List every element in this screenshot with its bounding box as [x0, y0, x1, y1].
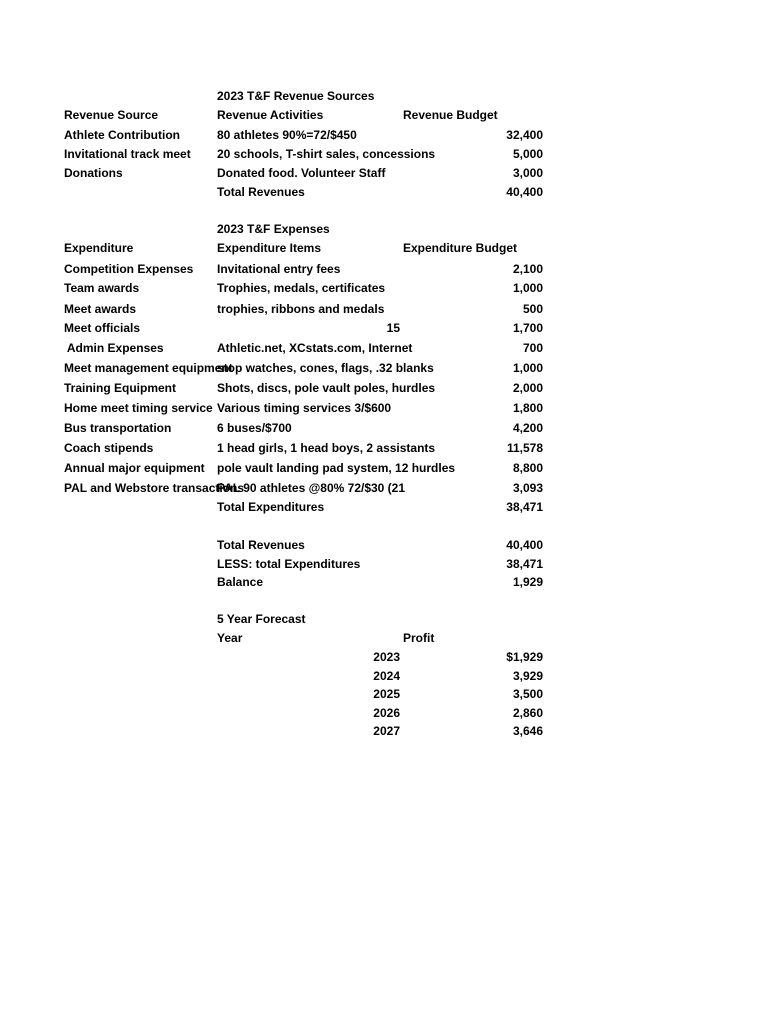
summary-label: Balance	[217, 575, 264, 589]
summary-value: 38,471	[506, 557, 543, 571]
revenue-source-cell: Athlete Contribution	[64, 128, 180, 142]
expense-item-cell: Competition Expenses	[64, 262, 194, 276]
revenue-total-value: 40,400	[506, 185, 543, 199]
forecast-title-row	[0, 610, 768, 629]
expense-item-cell: PAL and Webstore transactions	[64, 481, 245, 495]
expense-budget-cell: 500	[522, 302, 543, 316]
revenue-total-row	[0, 183, 768, 202]
expense-detail-cell: 1 head girls, 1 head boys, 2 assistants	[217, 441, 436, 455]
expense-qty-cell: 15	[386, 321, 400, 335]
revenue-budget-cell: 5,000	[512, 147, 543, 161]
expense-item-cell: Meet management equipment	[64, 361, 233, 375]
expense-budget-cell: 8,800	[512, 461, 543, 475]
expense-item-cell: Bus transportation	[64, 421, 172, 435]
revenue-title-row	[0, 87, 768, 106]
expense-detail-cell: Trophies, medals, certificates	[217, 281, 386, 295]
table-row	[0, 339, 768, 358]
table-row	[0, 439, 768, 458]
table-row	[0, 573, 768, 592]
forecast-header-row	[0, 629, 768, 648]
expense-budget-cell: 2,100	[512, 262, 543, 276]
forecast-year-cell: 2024	[373, 669, 400, 683]
expenses-total-label: Total Expenditures	[217, 500, 325, 514]
summary-label: Total Revenues	[217, 538, 305, 552]
forecast-profit-cell: $1,929	[506, 650, 543, 664]
expense-item-cell: Meet officials	[64, 321, 141, 335]
header-revenue-budget: Revenue Budget	[403, 108, 498, 122]
expense-budget-cell: 3,093	[512, 481, 543, 495]
forecast-title: 5 Year Forecast	[217, 612, 306, 626]
header-revenue-source: Revenue Source	[64, 108, 159, 122]
forecast-year-cell: 2027	[373, 724, 400, 738]
expenses-total-value: 38,471	[506, 500, 543, 514]
revenue-header-row	[0, 106, 768, 125]
expense-detail-cell: stop watches, cones, flags, .32 blanks	[217, 361, 434, 375]
revenue-activity-cell: 20 schools, T-shirt sales, concessions	[217, 147, 436, 161]
expense-detail-cell: pole vault landing pad system, 12 hurdles	[217, 461, 456, 475]
summary-value: 1,929	[512, 575, 543, 589]
forecast-year-header: Year	[217, 631, 243, 645]
table-row	[0, 145, 768, 164]
expense-budget-cell: 2,000	[512, 381, 543, 395]
table-row	[0, 359, 768, 378]
expense-item-cell: Coach stipends	[64, 441, 154, 455]
revenue-activity-cell: Donated food. Volunteer Staff	[217, 166, 386, 180]
forecast-profit-cell: 3,646	[512, 724, 543, 738]
revenue-budget-cell: 32,400	[506, 128, 543, 142]
forecast-year-cell: 2025	[373, 687, 400, 701]
expense-budget-cell: 1,800	[512, 401, 543, 415]
header-expenditure-items: Expenditure Items	[217, 241, 322, 255]
table-row	[0, 279, 768, 298]
expense-detail-cell: Shots, discs, pole vault poles, hurdles	[217, 381, 436, 395]
expense-item-cell: Team awards	[64, 281, 140, 295]
expense-item-cell: Home meet timing service	[64, 401, 213, 415]
forecast-profit-cell: 3,500	[512, 687, 543, 701]
table-row	[0, 164, 768, 183]
expenses-total-row	[0, 498, 768, 517]
table-row	[0, 704, 768, 723]
table-row	[0, 260, 768, 279]
expense-detail-cell: PAL 90 athletes @80% 72/$30 (21	[217, 481, 406, 495]
expense-budget-cell: 11,578	[506, 441, 543, 455]
expense-budget-cell: 1,000	[512, 361, 543, 375]
table-row	[0, 667, 768, 686]
expense-item-cell: Admin Expenses	[64, 341, 164, 355]
expense-item-cell: Annual major equipment	[64, 461, 205, 475]
expense-budget-cell: 1,700	[512, 321, 543, 335]
revenue-source-cell: Invitational track meet	[64, 147, 191, 161]
table-row	[0, 479, 768, 498]
revenue-budget-cell: 3,000	[512, 166, 543, 180]
expense-detail-cell: trophies, ribbons and medals	[217, 302, 385, 316]
table-row	[0, 379, 768, 398]
forecast-year-cell: 2026	[373, 706, 400, 720]
forecast-profit-cell: 2,860	[512, 706, 543, 720]
header-expenditure: Expenditure	[64, 241, 134, 255]
expense-budget-cell: 1,000	[512, 281, 543, 295]
table-row	[0, 459, 768, 478]
expense-detail-cell: Various timing services 3/$600	[217, 401, 392, 415]
expenses-title-row	[0, 220, 768, 239]
table-row	[0, 419, 768, 438]
forecast-profit-header: Profit	[403, 631, 435, 645]
table-row	[0, 722, 768, 741]
forecast-profit-cell: 3,929	[512, 669, 543, 683]
revenue-activity-cell: 80 athletes 90%=72/$450	[217, 128, 357, 142]
table-row	[0, 300, 768, 319]
revenue-source-cell: Donations	[64, 166, 123, 180]
table-row	[0, 685, 768, 704]
summary-value: 40,400	[506, 538, 543, 552]
revenue-title: 2023 T&F Revenue Sources	[217, 89, 375, 103]
summary-label: LESS: total Expenditures	[217, 557, 361, 571]
expense-budget-cell: 700	[522, 341, 543, 355]
table-row	[0, 399, 768, 418]
expense-detail-cell: Invitational entry fees	[217, 262, 341, 276]
table-row	[0, 648, 768, 667]
expense-budget-cell: 4,200	[512, 421, 543, 435]
table-row	[0, 126, 768, 145]
header-revenue-activities: Revenue Activities	[217, 108, 324, 122]
expenses-header-row	[0, 239, 768, 258]
header-expenditure-budget: Expenditure Budget	[403, 241, 518, 255]
table-row	[0, 536, 768, 555]
table-row	[0, 319, 768, 338]
expense-detail-cell: Athletic.net, XCstats.com, Internet	[217, 341, 413, 355]
expense-item-cell: Training Equipment	[64, 381, 177, 395]
forecast-year-cell: 2023	[373, 650, 400, 664]
expense-detail-cell: 6 buses/$700	[217, 421, 292, 435]
expense-item-cell: Meet awards	[64, 302, 137, 316]
revenue-total-label: Total Revenues	[217, 185, 305, 199]
table-row	[0, 555, 768, 574]
expenses-title: 2023 T&F Expenses	[217, 222, 330, 236]
